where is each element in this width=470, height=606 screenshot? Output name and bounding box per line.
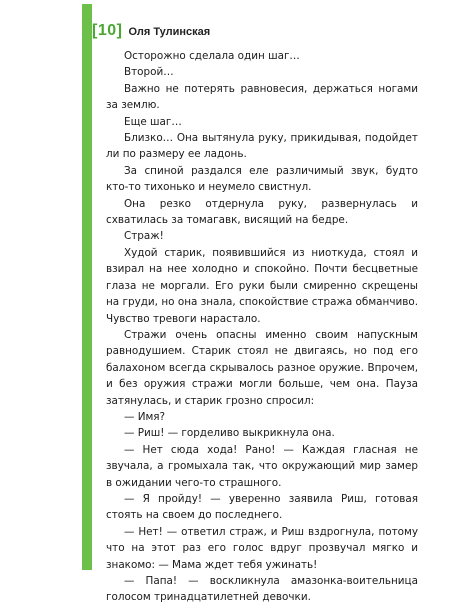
accent-bar (82, 4, 92, 570)
paragraph: Второй… (124, 66, 174, 79)
paragraph: За спиной раздался еле различимый звук, будто кто-то тихонько и неумело свистнул. (106, 164, 418, 194)
author-name: Оля Тулинская (128, 26, 211, 38)
paragraph: Осторожно сделала один шаг… (124, 50, 300, 62)
paragraph: Еще шаг… (124, 115, 182, 128)
page-number: [10] (92, 22, 123, 39)
paragraph: Худой старик, появившийся из ниоткуда, стоял и взирал на нее холодно и спокойно. Почти бесцветные глаза не моргали. Его руки были смиренно скрещены на груди, но она знала, спокойствие стража обманчиво. Чувство тревоги нарастало. (106, 246, 418, 325)
paragraph: Она резко отдернула руку, развернулась и схватилась за томагавк, висящий на бедре. (106, 197, 418, 227)
paragraph: — Имя? (124, 410, 166, 423)
paragraph: Важно не потерять равновесия, держаться ногами за землю. (106, 82, 418, 112)
paragraph: Стражи очень опасны именно своим напускным равнодушием. Старик стоял не двигаясь, но под его балахоном всегда скрывалось разное оружие. Впрочем, и без оружия стражи могли больше, чем она. Пауза затянулась, и старик грозно спросил: (106, 328, 418, 407)
paragraph: — Я пройду! — уверенно заявила Риш, готовая стоять на своем до последнего. (106, 492, 418, 522)
paragraph: Близко… Она вытянула руку, прикидывая, подойдет ли по размеру ее ладонь. (106, 132, 418, 161)
page-header (92, 22, 210, 40)
paragraph: — Риш! — горделиво выкрикнула она. (124, 427, 335, 440)
paragraph: — Нет! — ответил страж, и Риш вздрогнула, потому что на этот раз его голос вдруг прозвучал мягко и знакомо: — Мама ждет тебя ужинать! (106, 525, 418, 571)
paragraph: — Папа! — воскликнула амазонка-воительница голосом тринадцатилетней девочки. (106, 575, 418, 604)
body-text (106, 48, 418, 606)
paragraph: Страж! (124, 230, 164, 243)
paragraph: — Нет сюда хода! Рано! — Каждая гласная не звучала, а громыхала так, что окружающий мир замер в ожидании чего-то страшного. (106, 443, 418, 489)
